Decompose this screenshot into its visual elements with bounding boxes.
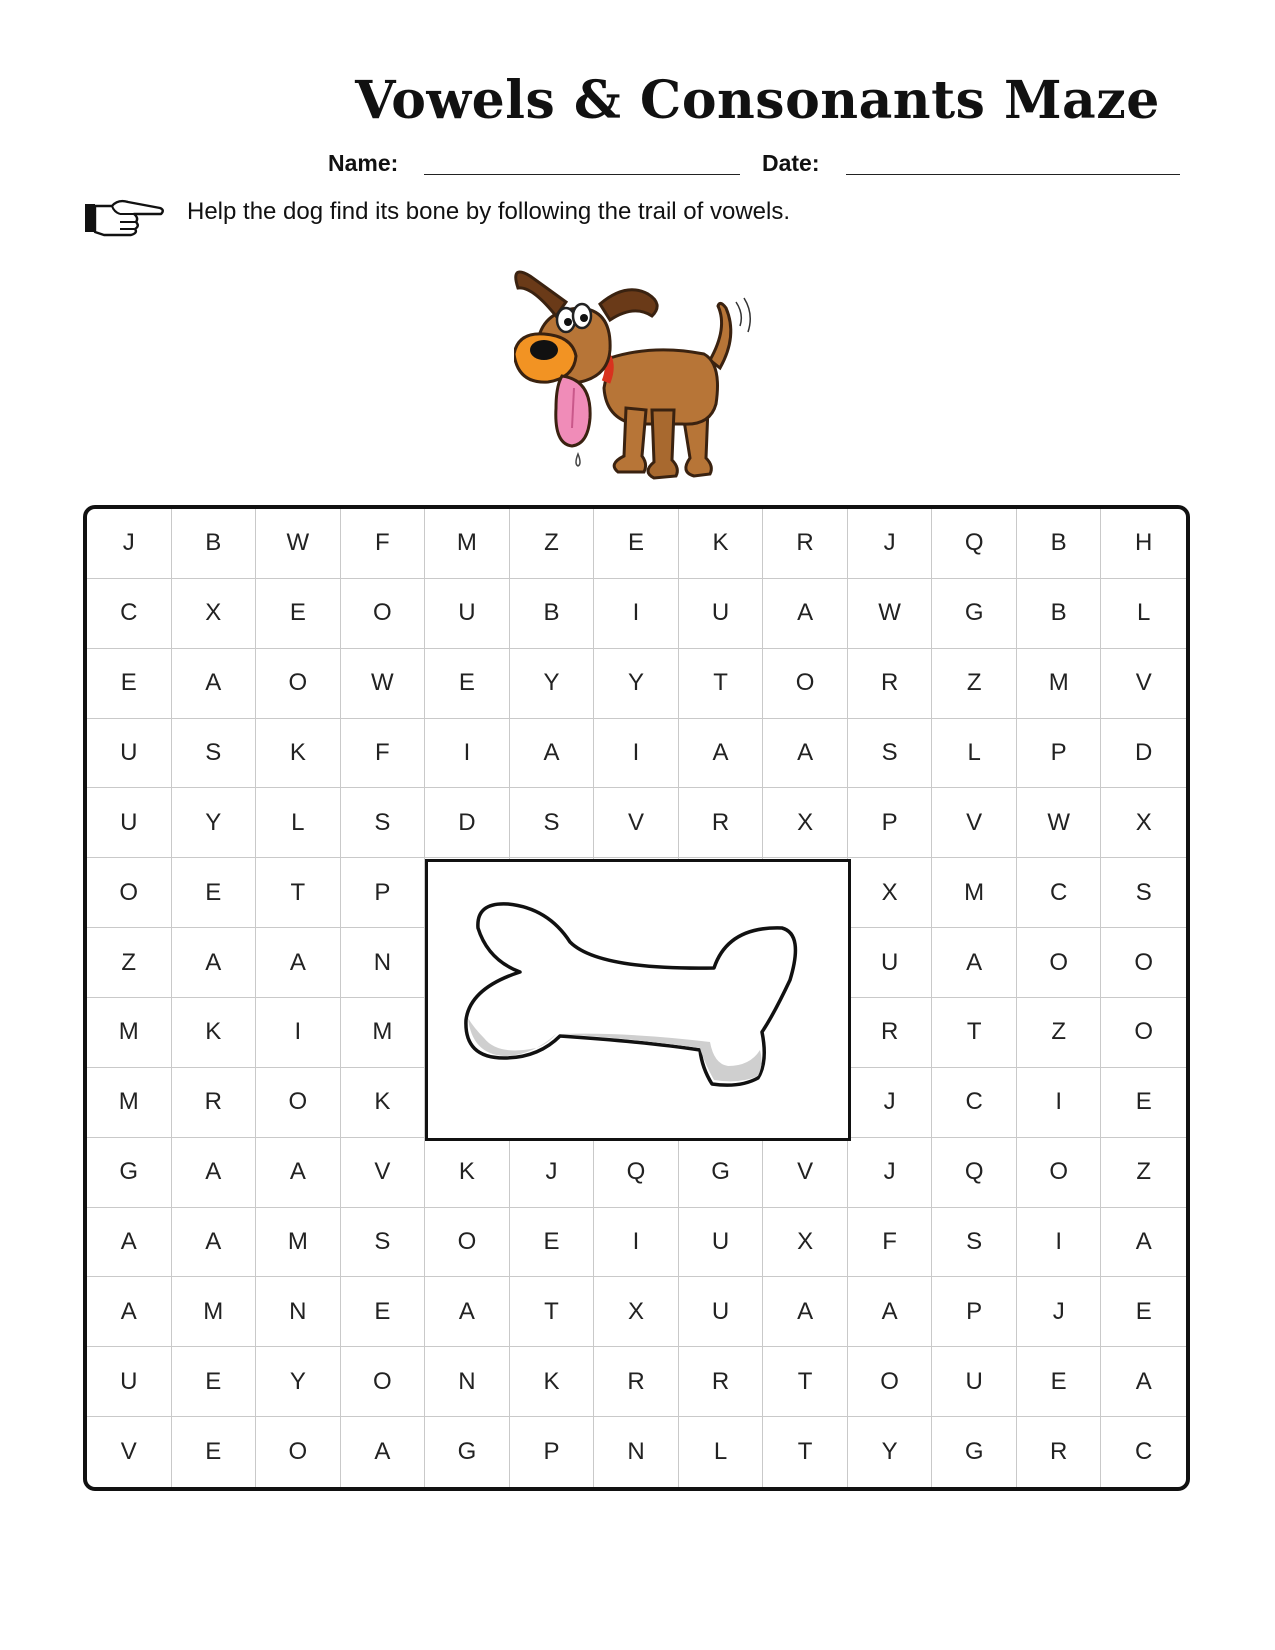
maze-cell[interactable]: A: [172, 1208, 257, 1278]
maze-cell[interactable]: M: [256, 1208, 341, 1278]
maze-cell[interactable]: O: [763, 649, 848, 719]
maze-cell[interactable]: I: [594, 579, 679, 649]
name-label: Name:: [328, 150, 399, 176]
maze-cell[interactable]: A: [256, 1138, 341, 1208]
maze-cell[interactable]: V: [594, 788, 679, 858]
maze-cell[interactable]: Z: [87, 928, 172, 998]
maze-cell[interactable]: T: [932, 998, 1017, 1068]
maze-cell[interactable]: F: [848, 1208, 933, 1278]
maze-cell[interactable]: A: [848, 1277, 933, 1347]
maze-cell[interactable]: O: [341, 579, 426, 649]
maze-cell[interactable]: C: [1135, 1438, 1153, 1466]
maze-cell[interactable]: B: [1017, 509, 1102, 579]
maze-cell[interactable]: O: [341, 1347, 426, 1417]
maze-cell[interactable]: E: [510, 1208, 595, 1278]
maze-cell[interactable]: A: [172, 1138, 257, 1208]
maze-cell[interactable]: K: [256, 719, 341, 789]
maze-cell[interactable]: R: [1017, 1417, 1102, 1487]
maze-cell[interactable]: M: [1017, 649, 1102, 719]
maze-cell[interactable]: S: [1101, 858, 1186, 928]
maze-cell[interactable]: E: [1101, 1277, 1186, 1347]
page-title: Vowels & Consonants Maze: [355, 70, 1160, 131]
maze-cell[interactable]: E: [87, 649, 172, 719]
maze-cell[interactable]: Z: [1017, 998, 1102, 1068]
maze-cell[interactable]: O: [1017, 1138, 1102, 1208]
maze-cell[interactable]: B: [510, 579, 595, 649]
maze-cell[interactable]: O: [256, 649, 341, 719]
maze-cell[interactable]: V: [932, 788, 1017, 858]
bone-illustration: [428, 862, 848, 1138]
maze-cell[interactable]: P: [848, 788, 933, 858]
maze-cell[interactable]: H: [1101, 509, 1186, 579]
maze-cell[interactable]: Y: [848, 1417, 933, 1487]
maze-cell[interactable]: P: [510, 1417, 595, 1487]
maze-cell[interactable]: U: [679, 579, 764, 649]
maze-cell[interactable]: A: [763, 1277, 848, 1347]
maze-cell[interactable]: S: [848, 719, 933, 789]
name-line: [424, 174, 740, 175]
maze-cell[interactable]: J: [1017, 1277, 1102, 1347]
maze-cell[interactable]: U: [87, 719, 172, 789]
maze-cell[interactable]: T: [256, 858, 341, 928]
maze-cell[interactable]: K: [510, 1347, 595, 1417]
maze-cell[interactable]: J: [510, 1138, 595, 1208]
maze-cell[interactable]: U: [425, 579, 510, 649]
maze-cell[interactable]: J: [848, 1068, 933, 1138]
maze-cell[interactable]: E: [1101, 1068, 1186, 1138]
maze-cell[interactable]: Y: [594, 649, 679, 719]
maze-cell[interactable]: E: [594, 509, 679, 579]
maze-cell[interactable]: R: [848, 998, 933, 1068]
maze-cell[interactable]: M: [425, 509, 510, 579]
maze-cell[interactable]: N: [594, 1417, 679, 1487]
maze-cell[interactable]: X: [594, 1277, 679, 1347]
maze-cell[interactable]: J: [848, 509, 933, 579]
maze-cell[interactable]: W: [848, 579, 933, 649]
maze-cell[interactable]: J: [87, 509, 172, 579]
maze-cell[interactable]: X: [172, 579, 257, 649]
maze-cell[interactable]: X: [848, 858, 933, 928]
maze-cell[interactable]: G: [679, 1138, 764, 1208]
maze-cell[interactable]: U: [932, 1347, 1017, 1417]
maze-cell[interactable]: T: [679, 649, 764, 719]
maze-cell[interactable]: M: [87, 998, 172, 1068]
maze-cell[interactable]: K: [425, 1138, 510, 1208]
maze-cell[interactable]: B: [172, 509, 257, 579]
maze-cell[interactable]: X: [763, 1208, 848, 1278]
maze-cell[interactable]: U: [87, 788, 172, 858]
maze-cell[interactable]: P: [1017, 719, 1102, 789]
maze-cell[interactable]: O: [1101, 998, 1186, 1068]
maze-cell[interactable]: T: [763, 1347, 848, 1417]
maze-cell[interactable]: E: [172, 1417, 257, 1487]
maze-cell[interactable]: X: [763, 788, 848, 858]
maze-cell[interactable]: J: [848, 1138, 933, 1208]
maze-cell[interactable]: E: [256, 579, 341, 649]
maze-cell[interactable]: L: [679, 1417, 764, 1487]
maze-cell[interactable]: V: [341, 1138, 426, 1208]
maze-cell[interactable]: W: [1017, 788, 1102, 858]
maze-cell[interactable]: E: [425, 649, 510, 719]
maze-cell[interactable]: B: [1017, 579, 1102, 649]
maze-cell[interactable]: F: [341, 719, 426, 789]
maze-cell[interactable]: F: [341, 509, 426, 579]
maze-cell[interactable]: R: [594, 1347, 679, 1417]
maze-cell[interactable]: Z: [932, 649, 1017, 719]
maze-cell[interactable]: Q: [932, 509, 1017, 579]
maze-cell[interactable]: W: [341, 649, 426, 719]
maze-cell[interactable]: T: [763, 1417, 848, 1487]
maze-cell[interactable]: Q: [932, 1138, 1017, 1208]
maze-cell[interactable]: A: [932, 928, 1017, 998]
instruction-text: Help the dog find its bone by following the trail of vowels.: [187, 198, 791, 225]
maze-cell[interactable]: R: [679, 788, 764, 858]
bone-goal-box: [425, 859, 851, 1141]
maze-cell[interactable]: E: [341, 1277, 426, 1347]
maze-cell[interactable]: T: [510, 1277, 595, 1347]
maze-cell[interactable]: W: [256, 509, 341, 579]
maze-cell[interactable]: D: [425, 788, 510, 858]
maze-cell[interactable]: Q: [594, 1138, 679, 1208]
maze-cell[interactable]: A: [87, 1277, 172, 1347]
maze-cell[interactable]: K: [341, 1068, 426, 1138]
maze-cell[interactable]: V: [763, 1138, 848, 1208]
maze-cell[interactable]: I: [594, 1208, 679, 1278]
maze-cell[interactable]: V: [87, 1417, 172, 1487]
maze-cell[interactable]: Y: [256, 1347, 341, 1417]
maze-cell[interactable]: L: [932, 719, 1017, 789]
maze-cell[interactable]: P: [932, 1277, 1017, 1347]
maze-cell[interactable]: E: [1017, 1347, 1102, 1417]
maze-cell[interactable]: A: [172, 928, 257, 998]
maze-cell[interactable]: N: [256, 1277, 341, 1347]
maze-cell[interactable]: O: [87, 858, 172, 928]
maze-cell[interactable]: V: [1101, 649, 1186, 719]
maze-cell[interactable]: C: [932, 1068, 1017, 1138]
dog-illustration: [514, 258, 754, 498]
maze-cell[interactable]: O: [848, 1347, 933, 1417]
maze-cell[interactable]: A: [172, 649, 257, 719]
maze-cell[interactable]: N: [425, 1347, 510, 1417]
maze-cell[interactable]: M: [932, 858, 1017, 928]
maze-cell[interactable]: R: [172, 1068, 257, 1138]
maze-cell[interactable]: A: [341, 1417, 426, 1487]
maze-cell[interactable]: Y: [172, 788, 257, 858]
maze-cell[interactable]: E: [172, 858, 257, 928]
maze-cell[interactable]: U: [848, 928, 933, 998]
maze-cell[interactable]: D: [1101, 719, 1186, 789]
maze-cell[interactable]: A: [679, 719, 764, 789]
maze-cell[interactable]: M: [341, 998, 426, 1068]
maze-cell[interactable]: U: [87, 1347, 172, 1417]
maze-cell[interactable]: Z: [1101, 1138, 1186, 1208]
maze-cell[interactable]: K: [679, 509, 764, 579]
maze-cell[interactable]: E: [172, 1347, 257, 1417]
maze-cell[interactable]: M: [172, 1277, 257, 1347]
maze-cell[interactable]: G: [87, 1138, 172, 1208]
maze-cell[interactable]: O: [1101, 928, 1186, 998]
maze-cell[interactable]: S: [341, 788, 426, 858]
maze-cell[interactable]: I: [1017, 1068, 1102, 1138]
maze-cell[interactable]: U: [679, 1277, 764, 1347]
maze-cell[interactable]: G: [932, 1417, 1017, 1487]
maze-cell[interactable]: A: [763, 579, 848, 649]
maze-cell[interactable]: R: [763, 509, 848, 579]
maze-cell[interactable]: A: [1101, 1208, 1186, 1278]
maze-cell[interactable]: I: [425, 719, 510, 789]
maze-cell[interactable]: A: [763, 719, 848, 789]
maze-cell[interactable]: I: [594, 719, 679, 789]
maze-cell[interactable]: I: [1017, 1208, 1102, 1278]
maze-cell[interactable]: P: [341, 858, 426, 928]
maze-cell[interactable]: C: [87, 579, 172, 649]
maze-board: [83, 505, 1190, 1491]
maze-cell[interactable]: R: [848, 649, 933, 719]
date-line: [846, 174, 1180, 175]
maze-cell[interactable]: A: [256, 928, 341, 998]
maze-cell[interactable]: R: [679, 1347, 764, 1417]
maze-cell[interactable]: U: [679, 1208, 764, 1278]
maze-cell[interactable]: O: [256, 1068, 341, 1138]
maze-cell[interactable]: A: [1101, 1347, 1186, 1417]
date-label: Date:: [762, 150, 820, 176]
maze-cell[interactable]: S: [341, 1208, 426, 1278]
maze-cell[interactable]: O: [425, 1208, 510, 1278]
maze-cell[interactable]: I: [256, 998, 341, 1068]
maze-cell[interactable]: A: [425, 1277, 510, 1347]
maze-cell[interactable]: L: [256, 788, 341, 858]
maze-cell[interactable]: N: [341, 928, 426, 998]
maze-cell[interactable]: L: [1101, 579, 1186, 649]
pointing-hand-icon: [84, 196, 166, 238]
maze-cell[interactable]: G: [932, 579, 1017, 649]
maze-cell[interactable]: S: [510, 788, 595, 858]
maze-cell[interactable]: A: [87, 1208, 172, 1278]
maze-cell[interactable]: Z: [510, 509, 595, 579]
maze-cell[interactable]: Y: [510, 649, 595, 719]
maze-cell[interactable]: G: [425, 1417, 510, 1487]
maze-cell[interactable]: M: [87, 1068, 172, 1138]
maze-cell[interactable]: S: [932, 1208, 1017, 1278]
maze-cell[interactable]: C: [1017, 858, 1102, 928]
maze-cell[interactable]: K: [172, 998, 257, 1068]
maze-cell[interactable]: A: [510, 719, 595, 789]
maze-cell[interactable]: S: [172, 719, 257, 789]
maze-cell[interactable]: O: [256, 1417, 341, 1487]
maze-cell[interactable]: O: [1017, 928, 1102, 998]
name-date-row: [0, 148, 1275, 178]
maze-cell[interactable]: X: [1101, 788, 1186, 858]
